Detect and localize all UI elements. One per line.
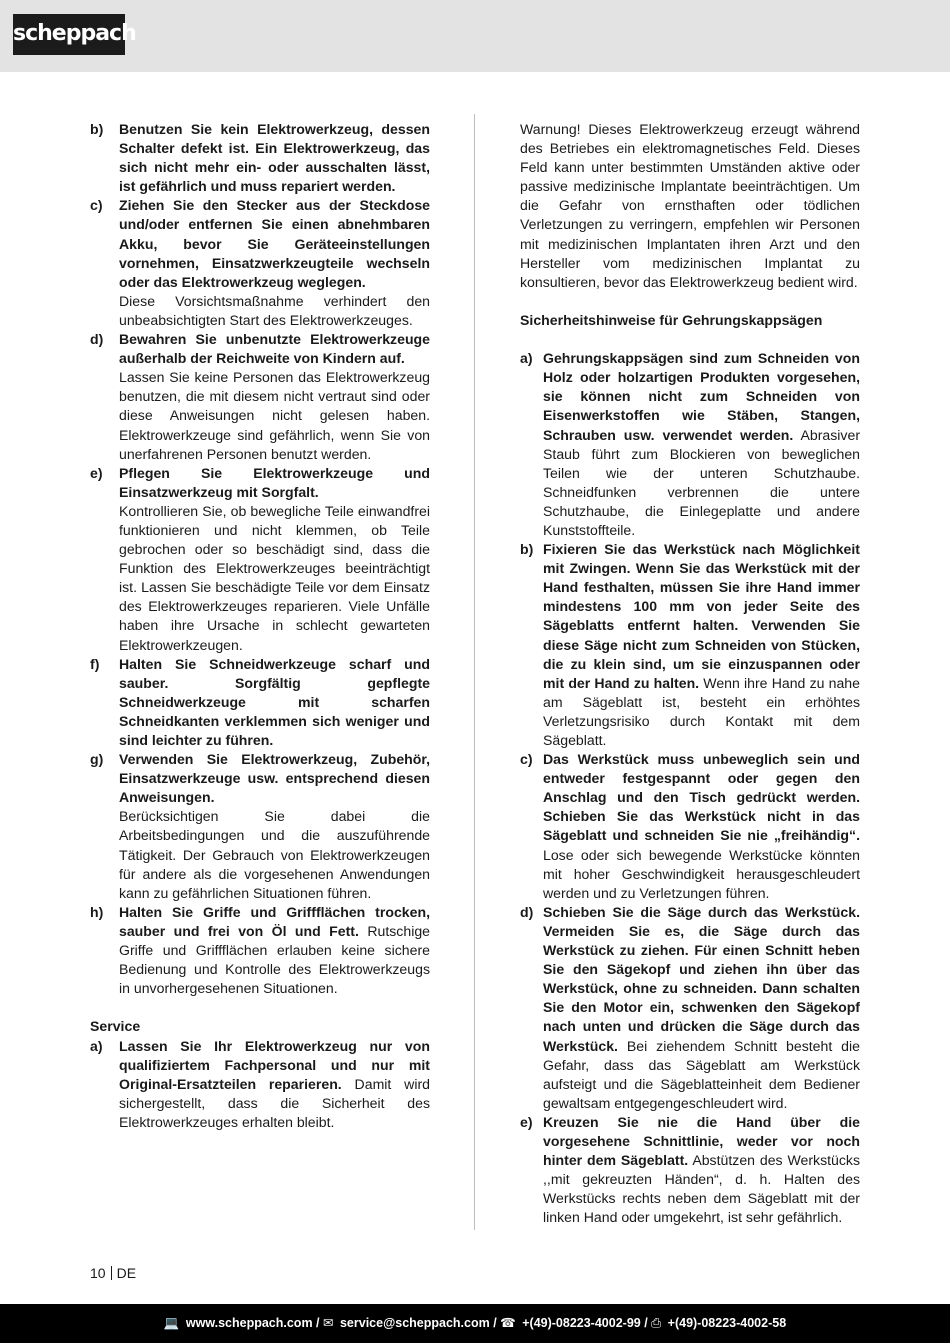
item-label: c)	[520, 751, 533, 768]
list-item	[520, 1113, 860, 1228]
page-number	[90, 1265, 136, 1281]
item-label: e)	[90, 464, 103, 481]
item-text: Damit wird sichergestellt, dass die Sicherheit des Elektrowerkzeuges erhalten bleibt.	[119, 1075, 430, 1130]
item-bold-text: Gehrungskappsägen sind zum Schneiden von Holz oder holzartigen Produkten vorgesehen, sie können nicht zum Schneiden von Eisenwerkstoffen wie Stäben, Stangen, Schrauben usw. verwendet werden.	[543, 350, 860, 443]
item-text: Kontrollieren Sie, ob bewegliche Teile einwandfrei funktionieren und nicht klemmen, ob Teile gebrochen oder so beschädigt sind, dass die Funktion des Elektrowerkzeuges beeinträchtigt ist. Lassen Sie beschädigte Teile vor dem Einsatz des Elektrowerkzeuges reparieren. Viele Unfälle haben ihre Ursache in schlecht gewarteten Elektrowerkzeugen.	[119, 502, 430, 653]
item-text: Abrasiver Staub führt zum Blockieren von beweglichen Teilen wie der unteren Schutzhaube. Schneidfunken verbrennen die untere Schutzhaube, die Einlegeplatte und andere Kunststoffteile.	[543, 426, 861, 538]
list-item	[520, 349, 860, 540]
item-text: Rutschige Griffe und Griffflächen erlauben keine sichere Bedienung und Kontrolle des Elektrowerkzeugs in unvorhergesehenen Situationen.	[119, 922, 430, 997]
contact-footer	[0, 1304, 950, 1343]
item-label: a)	[90, 1037, 103, 1054]
page-number-value: 10	[90, 1265, 106, 1281]
list-item	[90, 750, 430, 903]
page-header	[0, 0, 950, 72]
footer-website: www.scheppach.com /	[185, 1316, 320, 1330]
list-item	[520, 903, 860, 1113]
service-heading: Service	[90, 1018, 141, 1035]
column-divider	[474, 114, 475, 1230]
emf-warning: Warnung! Dieses Elektrowerkzeug erzeugt während des Betriebes ein elektromagnetisches Feld. Dieses Feld kann unter bestimmten Umständen aktive oder passive medizinische Implantate beeinträchtigen. Um die Gefahr von ernsthaften oder tödlichen Verletzungen zu verringern, empfehlen wir Personen mit medizinischen Implantaten ihren Arzt und den Hersteller vom medizinischen Implantat zu konsultieren, bevor das Elektrowerkzeug bedient wird.	[520, 121, 860, 290]
item-label: d)	[90, 331, 104, 348]
item-text: Berücksichtigen Sie dabei die Arbeitsbedingungen und die auszuführende Tätigkeit. Der Gebrauch von Elektrowerkzeugen für andere als die vorgesehenen Anwendungen kann zu gefährlichen Situationen führen.	[119, 808, 430, 901]
footer-phone: +(49)-08223-4002-99 /	[522, 1316, 648, 1330]
item-text: Abstützen des Werkstücks ,,mit gekreuzten Händen“, d. h. Halten des Werkstücks rechts neben dem Sägeblatt mit der linken Hand oder umgekehrt, ist sehr gefährlich.	[543, 1152, 861, 1226]
item-bold-text: Lassen Sie Ihr Elektrowerkzeug nur von qualifiziertem Fachpersonal und nur mit Original-Ersatzteilen reparieren.	[119, 1037, 430, 1092]
item-bold-text: Verwenden Sie Elektrowerkzeug, Zubehör, Einsatzwerkzeuge usw. entsprechend diesen Anweisungen.	[119, 751, 430, 806]
item-label: g)	[90, 751, 104, 768]
item-text: Diese Vorsichtsmaßnahme verhindert den unbeabsichtigten Start des Elektrowerkzeuges.	[119, 292, 430, 328]
page-language: DE	[116, 1265, 137, 1281]
footer-email: service@scheppach.com /	[339, 1316, 497, 1330]
item-bold-text: Halten Sie Schneidwerkzeuge scharf und sauber. Sorgfältig gepflegte Schneidwerkzeuge mit scharfen Schneidkanten verklemmen sich weniger und sind leichter zu führen.	[119, 655, 430, 748]
item-label: f)	[90, 655, 100, 672]
footer-fax: +(49)-08223-4002-58	[667, 1316, 787, 1330]
item-bold-text: Bewahren Sie unbenutzte Elektrowerkzeuge außerhalb der Reichweite von Kindern auf.	[119, 331, 430, 367]
list-item	[90, 330, 430, 464]
envelope-icon: ✉	[323, 1316, 334, 1330]
item-bold-text: Pflegen Sie Elektrowerkzeuge und Einsatzwerkzeug mit Sorgfalt.	[119, 464, 430, 500]
item-label: h)	[90, 903, 104, 920]
item-bold-text: Ziehen Sie den Stecker aus der Steckdose und/oder entfernen Sie einen abnehmbaren Akku, bevor Sie Geräteeinstellungen vornehmen, Einsatzwerkzeugteile wechseln oder das Elektrowerkzeug weglegen.	[119, 197, 430, 290]
item-bold-text: Schieben Sie die Säge durch das Werkstück. Vermeiden Sie es, die Säge durch das Werkstück zu ziehen. Für einen Schnitt heben Sie den Sägekopf und ziehen ihn über das Werkstück, ohne zu schneiden. Dann schalten Sie den Motor ein, schwenken den Sägekopf nach unten und drücken die Säge durch das Werkstück.	[543, 903, 860, 1054]
left-column	[90, 120, 430, 1132]
item-label: b)	[520, 541, 534, 558]
right-column	[520, 120, 860, 1227]
section-heading: Sicherheitshinweise für Gehrungskappsägen	[520, 311, 823, 328]
item-bold-text: Das Werkstück muss unbeweglich sein und entweder festgespannt oder gegen den Anschlag und den Tisch gedrückt werden. Schieben Sie das Werkstück nicht in das Sägeblatt und schneiden Sie nie „freihändig“.	[543, 751, 860, 844]
item-label: e)	[520, 1113, 533, 1130]
list-item	[520, 750, 860, 903]
list-item	[90, 903, 430, 998]
page-number-separator	[111, 1266, 112, 1280]
item-text: Bei ziehendem Schnitt besteht die Gefahr, dass das Sägeblatt am Werkstück aufsteigt und die Sägeblatteinheit dem Bediener gewaltsam entgegengeschleudert wird.	[543, 1037, 860, 1111]
phone-icon: ☎	[500, 1316, 516, 1330]
list-item	[90, 196, 430, 330]
list-item	[520, 540, 860, 750]
scheppach-logo: scheppach	[13, 14, 125, 55]
item-text: Wenn ihre Hand zu nahe am Sägeblatt ist, besteht ein erhöhtes Verletzungsrisiko durch Kontakt mit dem Sägeblatt.	[543, 674, 860, 748]
item-label: c)	[90, 197, 103, 214]
item-bold-text: Kreuzen Sie nie die Hand über die vorgesehene Schnittlinie, weder vor noch hinter dem Sägeblatt.	[543, 1113, 860, 1169]
item-label: b)	[90, 121, 104, 137]
item-text: Lassen Sie keine Personen das Elektrowerkzeug benutzen, die mit diesem nicht vertraut sind oder diese Anweisungen nicht gelesen haben. Elektrowerkzeuge sind gefährlich, wenn Sie von unerfahrenen Personen benutzt werden.	[119, 369, 430, 462]
item-text: Lose oder sich bewegende Werkstücke könnten mit hoher Geschwindigkeit herausgeschleudert werden und zu Verletzungen führen.	[543, 846, 860, 901]
list-item	[90, 655, 430, 750]
item-label: d)	[520, 903, 534, 920]
item-bold-text: Fixieren Sie das Werkstück nach Möglichkeit mit Zwingen. Wenn Sie das Werkstück mit der Hand festhalten, müssen Sie ihre Hand immer mindestens 100 mm von jeder Seite des Sägeblatts entfernt halten. Verwenden Sie diese Säge nicht zum Schneiden von Stücken, die zu klein sind, um sie einzuspannen oder mit der Hand zu halten.	[543, 541, 860, 691]
item-bold-text: Benutzen Sie kein Elektrowerkzeug, dessen Schalter defekt ist. Ein Elektrowerkzeug, das sich nicht mehr ein- oder ausschalten lässt, ist gefährlich und muss repariert werden.	[119, 121, 430, 195]
item-label: a)	[520, 350, 533, 367]
list-item	[90, 464, 430, 655]
list-item	[90, 1037, 430, 1132]
item-bold-text: Halten Sie Griffe und Griffflächen trocken, sauber und frei von Öl und Fett.	[119, 903, 430, 939]
computer-icon: 💻	[163, 1316, 180, 1330]
list-item	[90, 120, 430, 196]
fax-icon: ⎙	[651, 1316, 662, 1330]
